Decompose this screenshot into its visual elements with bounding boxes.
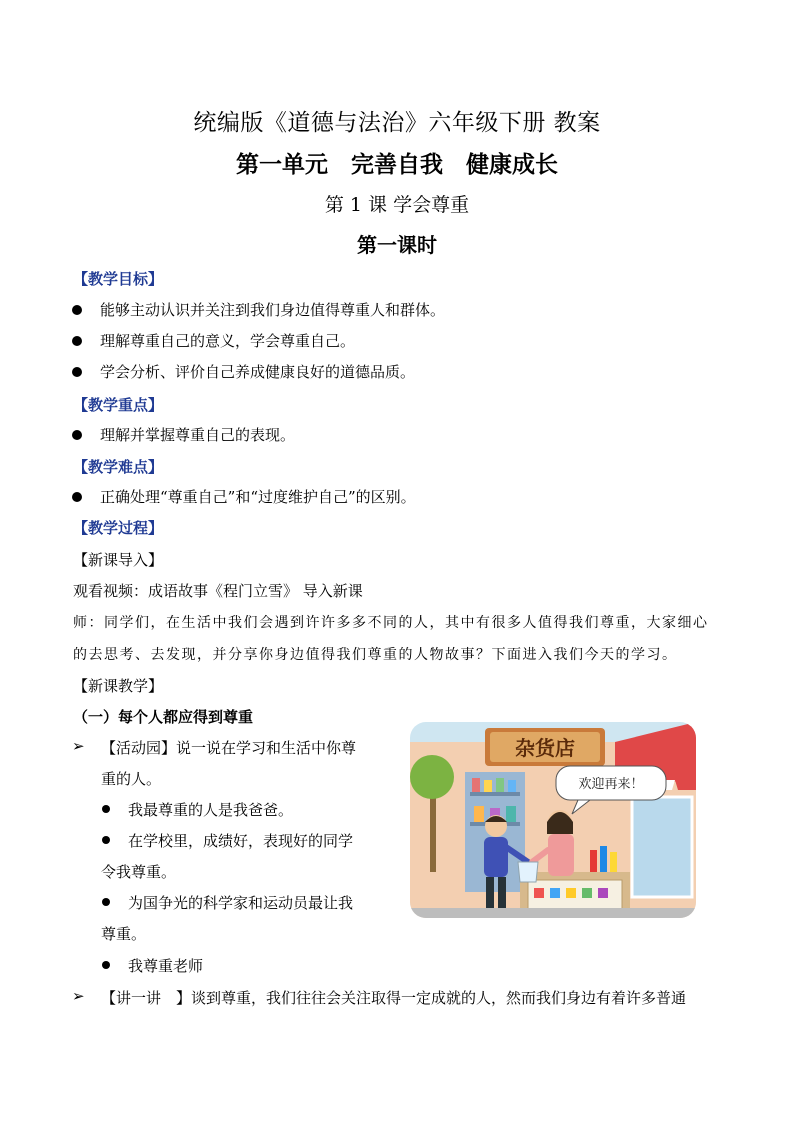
- teacher-line: 的去思考、去发现，并分享你身边值得我们尊重的人物故事？下面进入我们今天的学习。: [73, 647, 678, 663]
- intro-line: 观看视频：成语故事《程门立雪》 导入新课: [73, 582, 363, 600]
- bullet-icon: [72, 492, 82, 502]
- answer-item: 为国争光的科学家和运动员最让我: [128, 894, 354, 912]
- lesson-title: 第 1 课 学会尊重: [324, 194, 470, 216]
- teaching-heading: 【新课教学】: [73, 677, 164, 695]
- bullet-icon: [102, 805, 110, 813]
- key-points-heading: 【教学重点】: [73, 396, 164, 414]
- bullet-icon: [102, 961, 110, 969]
- intro-heading: 【新课导入】: [73, 551, 164, 569]
- section-title: （一）每个人都应得到尊重: [73, 708, 254, 726]
- bullet-icon: [102, 898, 110, 906]
- bullet-icon: [102, 836, 110, 844]
- difficulties-heading: 【教学难点】: [73, 458, 164, 476]
- activity-line: 重的人。: [101, 770, 162, 788]
- objectives-heading: 【教学目标】: [73, 270, 164, 288]
- difficulty-item: 正确处理“尊重自己”和“过度维护自己”的区别。: [100, 488, 416, 506]
- bullet-icon: [72, 336, 82, 346]
- shop-scene-svg: [410, 722, 696, 918]
- objective-item: 能够主动认识并关注到我们身边值得尊重人和群体。: [100, 301, 446, 319]
- speech-bubble-text: 欢迎再来！: [578, 777, 644, 792]
- answer-item-cont: 令我尊重。: [101, 863, 177, 881]
- arrow-bullet-icon: ➢: [72, 987, 85, 1005]
- bullet-icon: [72, 305, 82, 315]
- shop-illustration: [410, 722, 696, 918]
- main-title: 统编版《道德与法治》六年级下册 教案: [193, 110, 601, 136]
- talk-line: 【讲一讲 】谈到尊重，我们往往会关注取得一定成就的人，然而我们身边有着许多普通: [101, 989, 687, 1007]
- answer-item-cont: 尊重。: [101, 925, 147, 943]
- unit-title: 第一单元 完善自我 健康成长: [236, 151, 558, 178]
- activity-line: 【活动园】说一说在学习和生活中你尊: [101, 739, 357, 757]
- answer-item: 我尊重老师: [128, 957, 204, 975]
- key-point-item: 理解并掌握尊重自己的表现。: [100, 426, 296, 444]
- teacher-line: 师：同学们，在生活中我们会遇到许许多多不同的人，其中有很多人值得我们尊重，大家细心: [73, 615, 709, 631]
- answer-item: 在学校里，成绩好，表现好的同学: [128, 832, 354, 850]
- bullet-icon: [72, 367, 82, 377]
- shop-sign-text: 杂货店: [515, 736, 575, 760]
- process-heading: 【教学过程】: [73, 519, 164, 537]
- arrow-bullet-icon: ➢: [72, 737, 85, 755]
- bullet-icon: [72, 430, 82, 440]
- objective-item: 理解尊重自己的意义，学会尊重自己。: [100, 332, 356, 350]
- period-title: 第一课时: [357, 233, 437, 257]
- answer-item: 我最尊重的人是我爸爸。: [128, 801, 294, 819]
- objective-item: 学会分析、评价自己养成健康良好的道德品质。: [100, 363, 416, 381]
